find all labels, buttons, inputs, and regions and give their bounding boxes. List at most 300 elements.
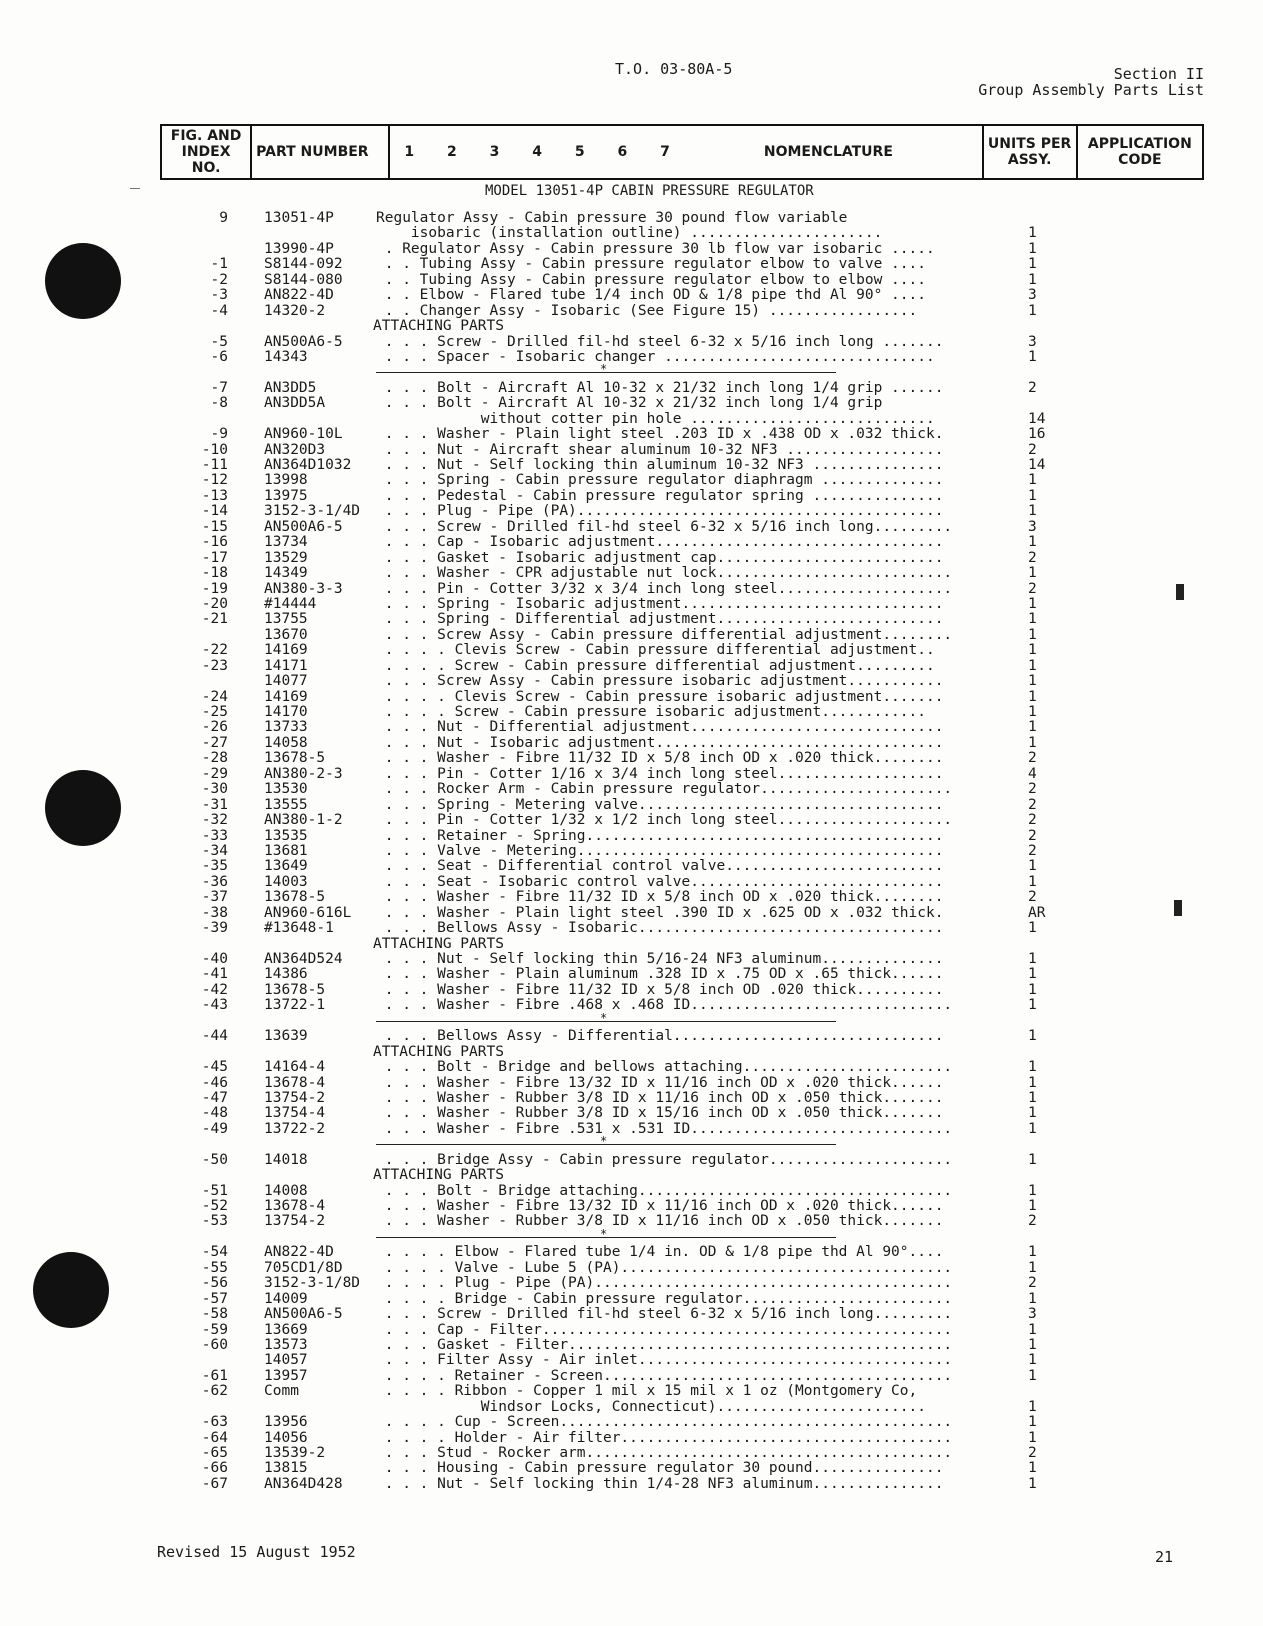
nomenclature: . . . Screw Assy - Cabin pressure isobaric adjustment........... [376,673,944,690]
fig-index: -9 [210,426,228,443]
parts-row [0,921,1263,936]
nomenclature: . . . Spacer - Isobaric changer ............................... [376,348,935,365]
part-number: 14169 [264,642,308,659]
nomenclature: . . . Bolt - Aircraft Al 10-32 x 21/32 inch long 1/4 grip ...... [376,379,944,396]
units-per-assy: 1 [1028,611,1037,628]
part-number: 14170 [264,704,308,720]
parts-row [0,273,1263,288]
fig-index: -49 [201,1120,228,1137]
units-per-assy: 2 [1028,812,1037,829]
nomenclature: . . . Filter Assy - Air inlet.................................... [376,1352,953,1369]
parts-row [0,720,1263,735]
part-number: 13530 [264,781,308,798]
part-number: 13990-4P [264,240,334,257]
part-number: 13529 [264,549,308,566]
nomenclature: . . . Screw - Drilled fil-hd steel 6-32 x 5/16 inch long......... [376,1306,953,1323]
units-per-assy: 2 [1028,549,1037,566]
separator-asterisk: * [600,1226,608,1241]
fig-index: -54 [201,1244,228,1261]
fig-index: -46 [201,1074,228,1091]
parts-row [0,1153,1263,1168]
fig-index: -21 [201,611,228,628]
units-per-assy: 1 [1028,565,1037,582]
units-per-assy: 1 [1028,225,1037,242]
fig-index: -7 [210,379,228,396]
parts-row [0,350,1263,365]
part-number: 14056 [264,1429,308,1446]
part-number: AN320D3 [264,441,326,458]
fig-index: -5 [210,333,228,350]
nomenclature: . . . Nut - Self locking thin 5/16-24 NF3 aluminum.............. [376,951,944,967]
part-number: 14386 [264,966,308,983]
section-heading [968,66,1204,98]
fig-index: -24 [201,688,228,705]
nomenclature: . . . Washer - Fibre 13/32 ID x 11/16 inch OD x .020 thick...... [376,1074,944,1091]
parts-row [0,1446,1263,1461]
part-number: 13670 [264,626,308,643]
nomenclature: without cotter pin hole ............................ [376,410,935,427]
parts-row [0,1338,1263,1353]
part-number: 13678-4 [264,1074,326,1091]
units-per-assy: 14 [1028,457,1046,473]
units-per-assy: 1 [1028,673,1037,690]
part-number: 14164-4 [264,1059,326,1076]
parts-row [0,612,1263,627]
parts-row [0,1323,1263,1338]
parts-row [0,535,1263,550]
part-number: 14057 [264,1352,308,1369]
fig-index: -38 [201,904,228,921]
fig-index: -10 [201,441,228,458]
part-number: AN3DD5 [264,379,317,396]
part-number: 14349 [264,565,308,582]
fig-index: -11 [201,457,228,473]
fig-index: -3 [210,287,228,304]
parts-row [0,906,1263,921]
parts-row [0,597,1263,612]
fig-index: -22 [201,642,228,659]
attaching-parts-heading [0,319,1263,334]
parts-row [0,859,1263,874]
nomenclature: . . . Screw Assy - Cabin pressure differential adjustment........ [376,626,953,643]
nomenclature: . . . Spring - Differential adjustment.......................... [376,611,944,628]
parts-row [0,458,1263,473]
parts-row [0,875,1263,890]
nomenclature: . . . Washer - Rubber 3/8 ID x 11/16 inch OD x .050 thick....... [376,1213,944,1230]
part-number: 13678-4 [264,1198,326,1214]
parts-row [0,1029,1263,1044]
units-per-assy: 3 [1028,287,1037,304]
parts-row [0,504,1263,519]
parts-row [0,983,1263,998]
fig-index: -29 [201,765,228,782]
parts-row [0,1353,1263,1368]
fig-index: -12 [201,472,228,489]
parts-row [0,427,1263,442]
units-per-assy: 2 [1028,827,1037,844]
nomenclature: . . . Washer - Fibre 11/32 ID x 5/8 inch OD x .020 thick........ [376,750,944,767]
nomenclature: . . . Washer - Fibre .531 x .531 ID.............................. [376,1120,953,1137]
fig-index: -58 [201,1306,228,1323]
nomenclature: . . . Valve - Metering.......................................... [376,842,944,859]
nomenclature: . . . Rocker Arm - Cabin pressure regulator...................... [376,781,953,798]
nomenclature: . . . Nut - Differential adjustment............................. [376,719,944,736]
nomenclature: . . . Bolt - Bridge attaching.................................... [376,1182,953,1199]
nomenclature: . . . . Plug - Pipe (PA)......................................... [376,1275,953,1292]
part-number: AN822-4D [264,287,334,304]
units-per-assy: 2 [1028,750,1037,767]
units-per-assy: 1 [1028,1352,1037,1369]
parts-row [0,381,1263,396]
part-number: AN960-616L [264,904,352,921]
nomenclature: . . . Washer - Fibre 11/32 ID x 5/8 inch OD x .020 thick........ [376,889,944,906]
nomenclature: . . . Bellows Assy - Differential............................... [376,1028,944,1045]
nomenclature: . . . Washer - Fibre 11/32 ID x 5/8 inch OD .020 thick.......... [376,981,944,998]
parts-row [0,1369,1263,1384]
parts-row [0,967,1263,982]
units-per-assy: 1 [1028,734,1037,751]
units-per-assy: 1 [1028,240,1037,257]
units-per-assy: 1 [1028,256,1037,273]
parts-row [0,1106,1263,1121]
parts-row [0,582,1263,597]
fig-index: -43 [201,997,228,1014]
units-per-assy: 1 [1028,1429,1037,1446]
attaching-parts-label: ATTACHING PARTS [373,1043,504,1060]
nomenclature: . . . Bolt - Bridge and bellows attaching........................ [376,1059,953,1076]
nomenclature-label: NOMENCLATURE [763,144,893,160]
parts-row [0,998,1263,1013]
fig-index: -48 [201,1105,228,1122]
revision-date: Revised 15 August 1952 [157,1543,356,1561]
parts-row [0,628,1263,643]
units-per-assy: 1 [1028,1336,1037,1353]
parts-row [0,952,1263,967]
units-per-assy: 1 [1028,1290,1037,1307]
part-number: AN3DD5A [264,395,326,412]
fig-index: -20 [201,595,228,612]
parts-row [0,1400,1263,1415]
fig-index: -53 [201,1213,228,1230]
units-per-assy: 1 [1028,1089,1037,1106]
fig-index: -19 [201,580,228,597]
nomenclature: . . . Washer - Rubber 3/8 ID x 15/16 inch OD x .050 thick....... [376,1105,944,1122]
nomenclature: . . . Pin - Cotter 1/16 x 3/4 inch long steel................... [376,765,944,782]
nomenclature: . . . Nut - Aircraft shear aluminum 10-32 NF3 .................. [376,441,944,458]
units-per-assy: 1 [1028,1151,1037,1168]
parts-row [0,551,1263,566]
part-number: 13678-5 [264,981,326,998]
fig-index: -66 [201,1460,228,1477]
separator-row [0,1010,1263,1029]
model-title: MODEL 13051-4P CABIN PRESSURE REGULATOR [485,183,814,199]
parts-row [0,412,1263,427]
attaching-parts-label: ATTACHING PARTS [373,935,504,952]
part-number: 14008 [264,1182,308,1199]
col-part-number: PART NUMBER [251,125,389,179]
units-per-assy: 2 [1028,1445,1037,1461]
fig-index: -8 [210,395,228,412]
fig-index: -40 [201,951,228,967]
parts-row [0,813,1263,828]
section-subtitle: Group Assembly Parts List [978,81,1204,99]
fig-index: -2 [210,271,228,288]
units-per-assy: AR [1028,904,1046,921]
nomenclature: . . . . Cup - Screen............................................. [376,1414,953,1431]
fig-index: -33 [201,827,228,844]
nomenclature: . . . Pin - Cotter 1/32 x 1/2 inch long steel.................... [376,812,953,829]
nomenclature: . . . Plug - Pipe (PA).......................................... [376,503,944,520]
parts-row [0,1292,1263,1307]
fig-index: -37 [201,889,228,906]
part-number: AN364D428 [264,1475,343,1492]
fig-index: -1 [210,256,228,273]
nomenclature: . . . Screw - Drilled fil-hd steel 6-32 x 5/16 inch long ....... [376,333,944,350]
units-per-assy: 2 [1028,842,1037,859]
parts-row [0,1384,1263,1399]
attaching-parts-label: ATTACHING PARTS [373,1167,504,1184]
parts-row [0,242,1263,257]
units-per-assy: 1 [1028,1028,1037,1045]
part-number: 13956 [264,1414,308,1431]
nomenclature: . . . Stud - Rocker arm.......................................... [376,1445,953,1461]
nomenclature: . . . Pin - Cotter 3/32 x 3/4 inch long steel.................... [376,580,953,597]
nomenclature: . . . Washer - Fibre 13/32 ID x 11/16 inch OD x .020 thick...... [376,1198,944,1214]
part-number: AN364D524 [264,951,343,967]
parts-row [0,690,1263,705]
fig-index: -4 [210,302,228,319]
parts-row [0,782,1263,797]
col-application-code: APPLICATION CODE [1077,125,1203,179]
fig-index: -45 [201,1059,228,1076]
part-number: 13755 [264,611,308,628]
units-per-assy: 16 [1028,426,1046,443]
margin-dash [130,188,140,189]
parts-row [0,1091,1263,1106]
nomenclature: . . . Cap - Filter............................................... [376,1321,953,1338]
nomenclature: . . Tubing Assy - Cabin pressure regulator elbow to elbow .... [376,271,926,288]
column-header-table [160,124,1204,180]
units-per-assy: 2 [1028,1213,1037,1230]
parts-row [0,751,1263,766]
fig-index: -61 [201,1367,228,1384]
units-per-assy: 2 [1028,1275,1037,1292]
separator-asterisk: * [600,1134,608,1149]
parts-row [0,1184,1263,1199]
parts-row [0,643,1263,658]
parts-row [0,1199,1263,1214]
col-nomenclature [389,125,982,179]
units-per-assy: 3 [1028,1306,1037,1323]
part-number: 13639 [264,1028,308,1045]
units-per-assy: 1 [1028,642,1037,659]
nomenclature: . . . Bolt - Aircraft Al 10-32 x 21/32 inch long 1/4 grip [376,395,883,412]
parts-row [0,396,1263,411]
units-per-assy: 14 [1028,410,1046,427]
fig-index: -39 [201,920,228,937]
units-per-assy: 1 [1028,951,1037,967]
to-number: T.O. 03-80A-5 [615,60,733,78]
units-per-assy: 1 [1028,1460,1037,1477]
part-number: 13998 [264,472,308,489]
fig-index: -62 [201,1383,228,1400]
part-number: 14018 [264,1151,308,1168]
part-number: AN380-2-3 [264,765,343,782]
parts-row [0,473,1263,488]
nomenclature: . . . . Screw - Cabin pressure isobaric adjustment............ [376,704,926,720]
nomenclature: Regulator Assy - Cabin pressure 30 pound flow variable [376,210,848,226]
part-number: AN500A6-5 [264,1306,343,1323]
units-per-assy: 2 [1028,379,1037,396]
nomenclature: . . . Bellows Assy - Isobaric................................... [376,920,944,937]
fig-index: -26 [201,719,228,736]
units-per-assy: 1 [1028,503,1037,520]
attaching-parts-heading [0,1168,1263,1183]
fig-index: -41 [201,966,228,983]
nomenclature: . . . . Clevis Screw - Cabin pressure differential adjustment.. [376,642,935,659]
nomenclature: . . . Cap - Isobaric adjustment................................. [376,534,944,551]
parts-row [0,1415,1263,1430]
nomenclature: . . . . Retainer - Screen........................................ [376,1367,953,1384]
parts-row [0,257,1263,272]
units-per-assy: 1 [1028,873,1037,890]
fig-index: -64 [201,1429,228,1446]
nomenclature: . . . Washer - Plain aluminum .328 ID x .75 OD x .65 thick...... [376,966,944,983]
separator-asterisk: * [600,1010,608,1025]
units-per-assy: 1 [1028,472,1037,489]
nomenclature: . . . Nut - Isobaric adjustment................................. [376,734,944,751]
units-per-assy: 2 [1028,889,1037,906]
part-number: AN364D1032 [264,457,352,473]
nomenclature: . . . Bridge Assy - Cabin pressure regulator..................... [376,1151,953,1168]
part-number: AN500A6-5 [264,518,343,535]
units-per-assy: 1 [1028,920,1037,937]
part-number: AN822-4D [264,1244,334,1261]
fig-index: -31 [201,796,228,813]
part-number: Comm [264,1383,299,1400]
units-per-assy: 1 [1028,1198,1037,1214]
part-number: 13649 [264,858,308,875]
part-number: 705CD1/8D [264,1259,343,1276]
part-number: 13975 [264,487,308,504]
part-number: 13733 [264,719,308,736]
nomenclature: isobaric (installation outline) ...................... [376,225,883,242]
parts-row [0,829,1263,844]
units-per-assy: 3 [1028,518,1037,535]
part-number: 13539-2 [264,1445,326,1461]
part-number: 13957 [264,1367,308,1384]
nomenclature: Windsor Locks, Connecticut)........................ [376,1398,926,1415]
part-number: 14009 [264,1290,308,1307]
nomenclature: . . . Spring - Cabin pressure regulator diaphragm .............. [376,472,944,489]
parts-row [0,736,1263,751]
separator-asterisk: * [600,362,608,377]
units-per-assy: 1 [1028,966,1037,983]
parts-row [0,335,1263,350]
col-units-per-assy: UNITS PER ASSY. [983,125,1077,179]
fig-index: -25 [201,704,228,720]
attaching-parts-heading [0,1045,1263,1060]
part-number: 13681 [264,842,308,859]
units-per-assy: 1 [1028,657,1037,674]
units-per-assy: 1 [1028,1321,1037,1338]
units-per-assy: 4 [1028,765,1037,782]
attaching-parts-label: ATTACHING PARTS [373,318,504,335]
fig-index: -55 [201,1259,228,1276]
units-per-assy: 1 [1028,595,1037,612]
fig-index: -47 [201,1089,228,1106]
nomenclature: . . . Seat - Isobaric control valve............................. [376,873,944,890]
nomenclature: . . . Washer - Plain light steel .390 ID x .625 OD x .032 thick. [376,904,944,921]
units-per-assy: 1 [1028,271,1037,288]
part-number: 14320-2 [264,302,326,319]
part-number: #14444 [264,595,317,612]
units-per-assy: 1 [1028,534,1037,551]
part-number: 13678-5 [264,750,326,767]
units-per-assy: 1 [1028,302,1037,319]
fig-index: -32 [201,812,228,829]
fig-index: -23 [201,657,228,674]
parts-row [0,1307,1263,1322]
part-number: AN960-10L [264,426,343,443]
nomenclature: . . . Washer - Fibre .468 x .468 ID.............................. [376,997,953,1014]
parts-row [0,1214,1263,1229]
nomenclature: . . . Washer - Rubber 3/8 ID x 11/16 inch OD x .050 thick....... [376,1089,944,1106]
part-number: AN380-1-2 [264,812,343,829]
nomenclature: . . . Nut - Self locking thin aluminum 10-32 NF3 ............... [376,457,944,473]
part-number: 14171 [264,657,308,674]
units-per-assy: 1 [1028,688,1037,705]
nomenclature: . . Changer Assy - Isobaric (See Figure 15) ................. [376,302,918,319]
fig-index: -14 [201,503,228,520]
parts-row [0,1245,1263,1260]
parts-row [0,844,1263,859]
units-per-assy: 1 [1028,348,1037,365]
nomenclature: . . . Washer - Plain light steel .203 ID x .438 OD x .032 thick. [376,426,944,443]
units-per-assy: 1 [1028,1475,1037,1492]
units-per-assy: 1 [1028,981,1037,998]
parts-row [0,566,1263,581]
separator-row [0,1226,1263,1245]
part-number: 14343 [264,348,308,365]
fig-index: -15 [201,518,228,535]
units-per-assy: 1 [1028,1367,1037,1384]
nomenclature: . Regulator Assy - Cabin pressure 30 lb flow var isobaric ..... [376,240,935,257]
units-per-assy: 1 [1028,719,1037,736]
page-number: 21 [1155,1548,1174,1566]
parts-row [0,211,1263,226]
units-per-assy: 1 [1028,1120,1037,1137]
nomenclature: . . . Pedestal - Cabin pressure regulator spring ............... [376,487,944,504]
fig-index: -56 [201,1275,228,1292]
fig-index: -28 [201,750,228,767]
units-per-assy: 1 [1028,626,1037,643]
parts-row [0,705,1263,720]
fig-index: -42 [201,981,228,998]
fig-index: -60 [201,1336,228,1353]
nomenclature: . . . . Screw - Cabin pressure differential adjustment......... [376,657,935,674]
parts-row [0,1431,1263,1446]
units-per-assy: 1 [1028,858,1037,875]
units-per-assy: 2 [1028,441,1037,458]
fig-index: -52 [201,1198,228,1214]
fig-index: 9 [219,210,228,226]
units-per-assy: 1 [1028,704,1037,720]
units-per-assy: 1 [1028,1059,1037,1076]
part-number: 13734 [264,534,308,551]
part-number: 13051-4P [264,210,334,226]
part-number: 13754-2 [264,1213,326,1230]
